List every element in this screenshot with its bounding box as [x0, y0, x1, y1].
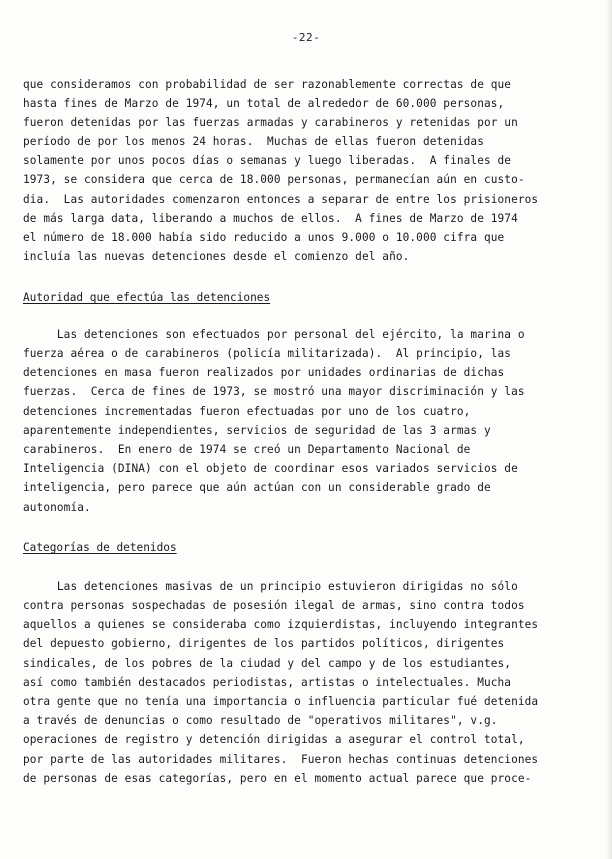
page-number: -22-	[291, 31, 321, 44]
text-line: de más larga data, liberando a muchos de ellos. A fines de Marzo de 1974	[23, 212, 518, 225]
text-line: 1973, se considera que cerca de 18.000 personas, permanecían aún en custo-	[23, 173, 525, 186]
text-line: que consideramos con probabilidad de ser razonablemente correctas de que	[23, 78, 512, 91]
text-line: aparentemente independientes, servicios de seguridad de las 3 armas y	[23, 424, 491, 437]
text-line: carabineros. En enero de 1974 se creó un Departamento Nacional de	[23, 443, 471, 456]
text-line: hasta fines de Marzo de 1974, un total de alrededor de 60.000 personas,	[23, 97, 505, 110]
text-line: Las detenciones son efectuados por personal del ejército, la marina o	[23, 328, 525, 341]
text-line: período de por los menos 24 horas. Muchas de ellas fueron detenidas	[23, 135, 484, 148]
text-line: solamente por unos pocos días o semanas y luego liberadas. A finales de	[23, 154, 512, 167]
text-line: de personas de esas categorías, pero en el momento actual parece que proce-	[23, 772, 532, 785]
section-heading: Autoridad que efectúa las detenciones	[23, 291, 271, 304]
section-heading: Categorías de detenidos	[23, 541, 177, 554]
text-line: detenciones incrementadas fueron efectuadas por uno de los cuatro,	[23, 405, 471, 418]
text-line: sindicales, de los pobres de la ciudad y del campo y de los estudiantes,	[23, 657, 512, 670]
text-line: del depuesto gobierno, dirigentes de los partidos políticos, dirigentes	[23, 637, 505, 650]
text-line: fueron detenidas por las fuerzas armadas y carabineros y retenidas por un	[23, 116, 518, 129]
text-line: autonomía.	[23, 501, 91, 514]
text-line: incluía las nuevas detenciones desde el comienzo del año.	[23, 250, 410, 263]
text-line: fuerzas. Cerca de fines de 1973, se mostró una mayor discriminación y las	[23, 385, 525, 398]
text-line: detenciones en masa fueron realizados por unidades ordinarias de dichas	[23, 366, 505, 379]
text-line: contra personas sospechadas de posesión ilegal de armas, sino contra todos	[23, 599, 525, 612]
text-line: a través de denuncias o como resultado de "operativos militares", v.g.	[23, 714, 498, 727]
text-line: inteligencia, pero parece que aún actúan con un considerable grado de	[23, 481, 491, 494]
text-line: otra gente que no tenía una importancia o influencia particular fué detenida	[23, 695, 539, 708]
text-line: fuerza aérea o de carabineros (policía militarizada). Al principio, las	[23, 347, 512, 360]
text-line: dia. Las autoridades comenzaron entonces a separar de entre los prisioneros	[23, 193, 539, 206]
text-line: operaciones de registro y detención dirigidas a asegurar el control total,	[23, 733, 525, 746]
text-line: el número de 18.000 había sido reducido a unos 9.000 o 10.000 cifra que	[23, 231, 505, 244]
text-line: Las detenciones masivas de un principio estuvieron dirigidas no sólo	[23, 580, 518, 593]
text-line: aquellos a quienes se consideraba como izquierdistas, incluyendo integrantes	[23, 618, 539, 631]
text-line: así como también destacados periodistas, artistas o intelectuales. Mucha	[23, 676, 512, 689]
text-line: Inteligencia (DINA) con el objeto de coordinar esos variados servicios de	[23, 462, 518, 475]
text-line: por parte de las autoridades militares. Fueron hechas continuas detenciones	[23, 753, 539, 766]
page-edge-shadow	[606, 0, 612, 859]
